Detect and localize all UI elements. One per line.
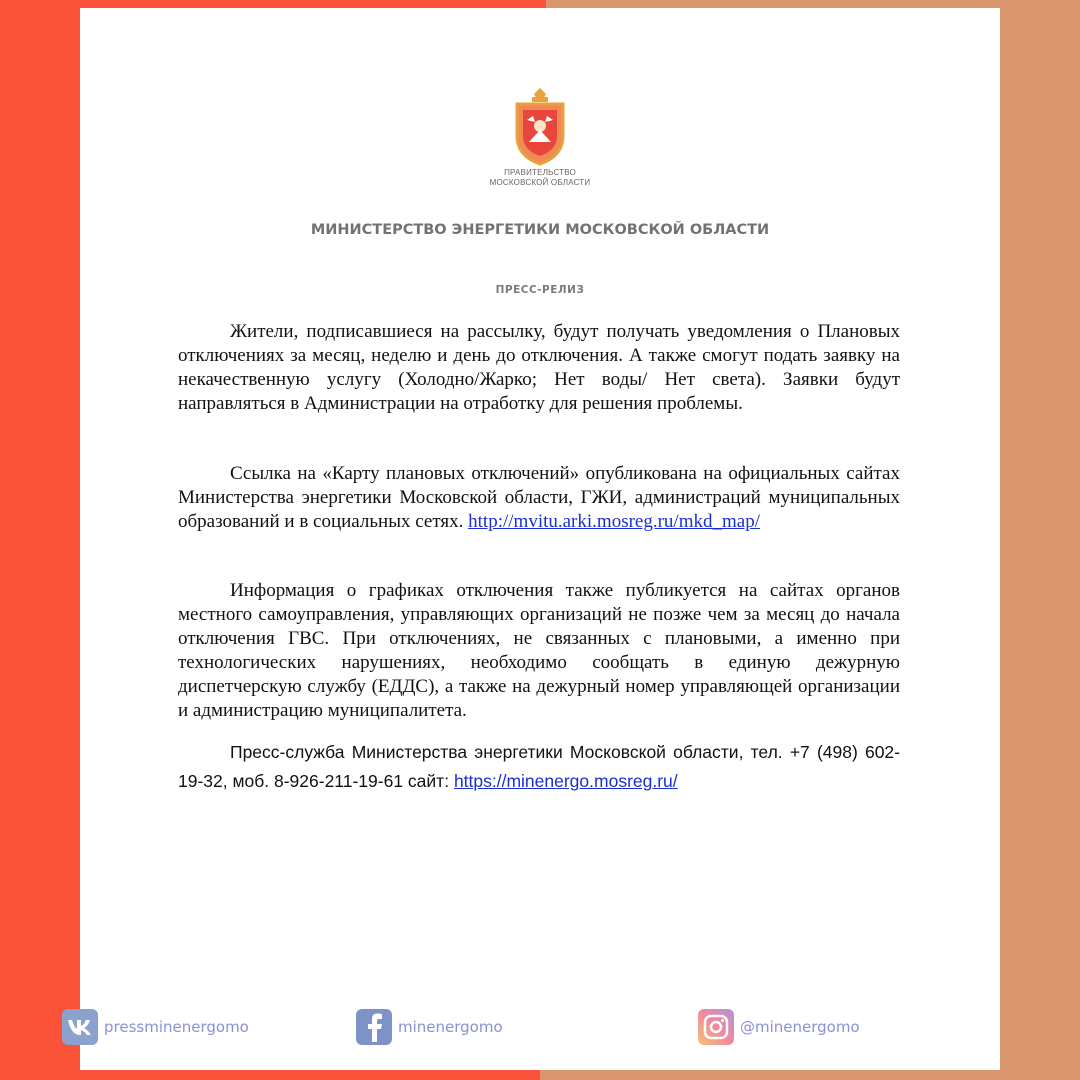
coat-of-arms-icon	[511, 86, 569, 166]
press-release-sheet	[80, 8, 1000, 1070]
government-caption-line-2: МОСКОВСКОЙ ОБЛАСТИ	[489, 178, 591, 187]
instagram-icon	[698, 1009, 734, 1045]
facebook-icon	[356, 1009, 392, 1045]
vk-social-link[interactable]	[62, 1008, 249, 1046]
facebook-handle: minenergomo	[398, 1018, 503, 1036]
ministry-website-link[interactable]: https://minenergo.mosreg.ru/	[453, 771, 678, 791]
paragraph-map-link-text: Ссылка на «Карту плановых отключений» опубликована на официальных сайтах Министерства энергетики Московской области, ГЖИ, администраций муниципальных образований и в социальных сетях.	[178, 463, 900, 532]
instagram-social-link[interactable]	[698, 1008, 860, 1046]
vk-handle: pressminenergomo	[104, 1018, 249, 1036]
bottom-strip-left	[80, 1070, 540, 1080]
bottom-strip-right	[540, 1070, 1000, 1080]
instagram-handle: @minenergomo	[740, 1018, 860, 1036]
government-caption	[460, 168, 620, 188]
facebook-social-link[interactable]	[356, 1008, 503, 1046]
paragraph-schedule-info: Информация о графиках отключения также публикуется на сайтах органов местного самоуправления, управляющих организаций не позже чем за месяц до начала отключения ГВС. При отключениях, не связанных с плановыми, а именно при технологических нарушениях, необходимо сообщать в единую дежурную диспетчерскую службу (ЕДДС), а также на дежурный номер управляющей организации и администрацию муниципалитета.	[178, 580, 900, 721]
press-contacts-text: Пресс-служба Министерства энергетики Московской области, тел. +7 (498) 602-19-32, моб. 8-926-211-19-61 сайт:	[178, 742, 900, 791]
government-caption-line-1: ПРАВИТЕЛЬСТВО	[504, 168, 576, 177]
outage-map-link[interactable]: http://mvitu.arki.mosreg.ru/mkd_map/	[468, 511, 760, 532]
document-type-label: ПРЕСС-РЕЛИЗ	[495, 284, 585, 296]
ministry-title: МИНИСТЕРСТВО ЭНЕРГЕТИКИ МОСКОВСКОЙ ОБЛАСТИ	[310, 222, 770, 238]
paragraph-map-link	[178, 462, 900, 534]
paragraph-press-contacts	[178, 738, 900, 796]
paragraph-notifications: Жители, подписавшиеся на рассылку, будут получать уведомления о Плановых отключениях за месяц, неделю и день до отключения. А также смогут подать заявку на некачественную услугу (Холодно/Жарко; Нет воды/ Нет света). Заявки будут направляться в Администрации на отработку для решения проблемы.	[178, 321, 900, 414]
vk-icon	[62, 1009, 98, 1045]
